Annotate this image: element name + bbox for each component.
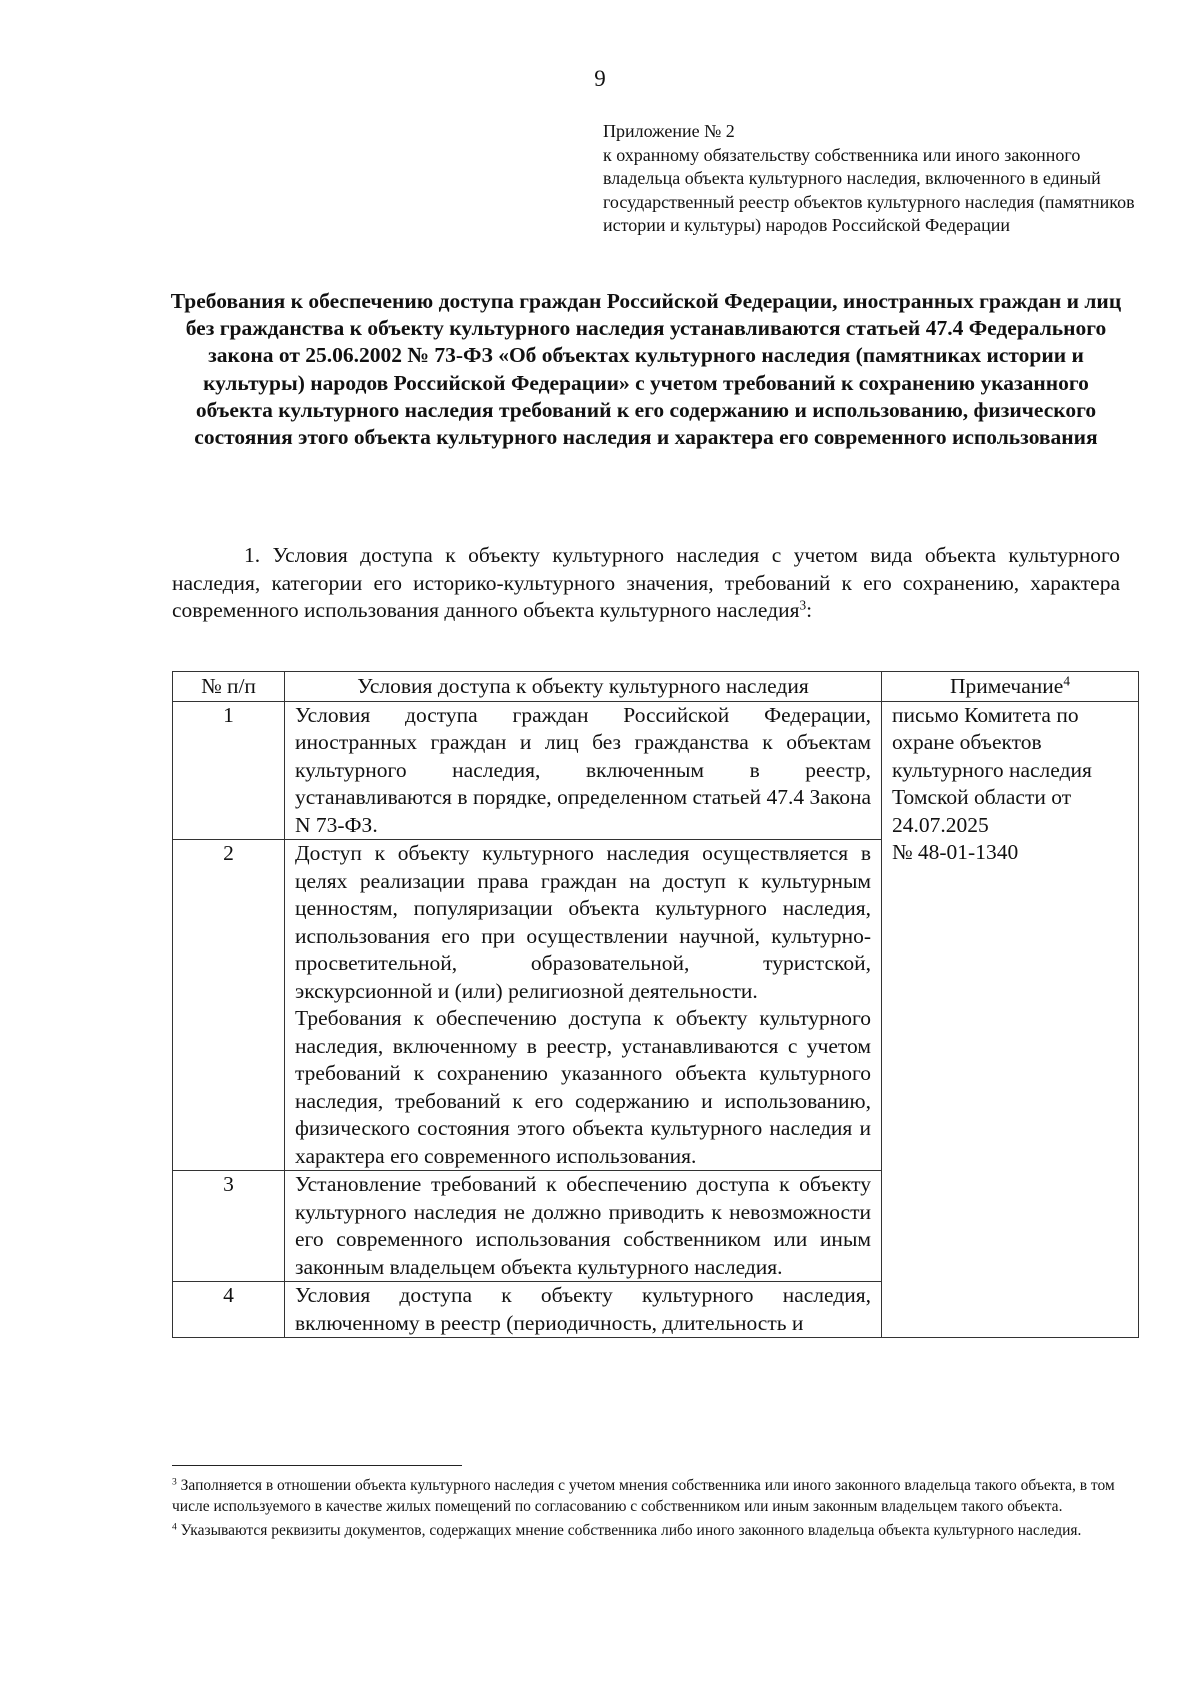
row-condition (285, 840, 882, 1171)
note-line-1: письмо Комитета по охране объектов культурного наследия Томской области от 24.07.2025 (892, 702, 1092, 837)
appendix-block (603, 120, 1143, 238)
row-condition: Установление требований к обеспечению доступа к объекту культурного наследия не должно приводить к невозможности его современного использования собственником или иным законным владельцем объекта культурного наследия. (285, 1171, 882, 1282)
header-note-label: Примечание (950, 674, 1064, 698)
row-number: 3 (173, 1171, 285, 1282)
document-title: Требования к обеспечению доступа граждан Российской Федерации, иностранных граждан и лиц без гражданства к объекту культурного наследия устанавливаются статьей 47.4 Федерального закона от 25.06.2002 № 73-ФЗ «Об объектах культурного наследия (памятниках истории и культуры) народов Российской Федерации» с учетом требований к сохранению указанного объекта культурного наследия требований к его содержанию и использованию, физического состояния этого объекта культурного наследия и характера его современного использования (170, 289, 1122, 450)
footnote-ref-3: 3 (799, 597, 807, 613)
row-number: 1 (173, 701, 285, 840)
footnotes (172, 1476, 1120, 1546)
footnote-separator (172, 1465, 462, 1466)
header-note (882, 672, 1139, 702)
intro-suffix: : (806, 598, 813, 623)
conditions-table (172, 671, 1139, 1338)
intro-text: 1. Условия доступа к объекту культурного наследия с учетом вида объекта культурного наследия, категории его историко-культурного значения, требований к его сохранению, характера современного использования данного объекта культурного наследия (172, 543, 1120, 623)
footnote-4 (172, 1521, 1120, 1542)
header-num: № п/п (173, 672, 285, 702)
page-number: 9 (594, 66, 606, 91)
footnote-text: Заполняется в отношении объекта культурного наследия с учетом мнения собственника или иного законного владельца такого объекта, в том числе используемого в качестве жилых помещений по согласованию с собственником или иным законным владельцем такого объекта. (172, 1477, 1115, 1515)
footnote-ref-4: 4 (1063, 673, 1070, 689)
row-condition: Условия доступа к объекту культурного наследия, включенному в реестр (периодичность, длительность и (285, 1282, 882, 1338)
footnote-mark: 4 (172, 1521, 177, 1533)
row-condition: Условия доступа граждан Российской Федерации, иностранных граждан и лиц без гражданства к объектам культурного наследия, включенным в реестр, устанавливаются в порядке, определенном статьей 47.4 Закона N 73-ФЗ. (285, 701, 882, 840)
note-line-2: № 48-01-1340 (892, 840, 1019, 864)
row-condition-part-2: Требования к обеспечению доступа к объекту культурного наследия, включенному в реестр, устанавливаются с учетом требований к сохранению указанного объекта культурного наследия, требований к его содержанию и использованию, физического состояния этого объекта культурного наследия и характера его современного использования. (295, 1006, 871, 1168)
row-condition-part-1: Доступ к объекту культурного наследия осуществляется в целях реализации права граждан на доступ к культурным ценностям, популяризации объекта культурного наследия, использования его при осуществлении научной, культурно-просветительной, образовательной, туристской, экскурсионной и (или) религиозной деятельности. (295, 841, 871, 1003)
row-number: 4 (173, 1282, 285, 1338)
footnote-3 (172, 1476, 1120, 1517)
intro-paragraph (172, 542, 1120, 625)
note-cell (882, 701, 1139, 1338)
appendix-text: к охранному обязательству собственника или иного законного владельца объекта культурного наследия, включенного в единый государственный реестр объектов культурного наследия (памятников истории и культуры) народов Российской Федерации (603, 144, 1135, 236)
table-row (173, 701, 1139, 840)
footnote-text: Указываются реквизиты документов, содержащих мнение собственника либо иного законного владельца объекта культурного наследия. (180, 1522, 1082, 1539)
appendix-label: Приложение № 2 (603, 121, 735, 141)
table-header-row (173, 672, 1139, 702)
header-condition: Условия доступа к объекту культурного наследия (285, 672, 882, 702)
footnote-mark: 3 (172, 1476, 177, 1488)
row-number: 2 (173, 840, 285, 1171)
